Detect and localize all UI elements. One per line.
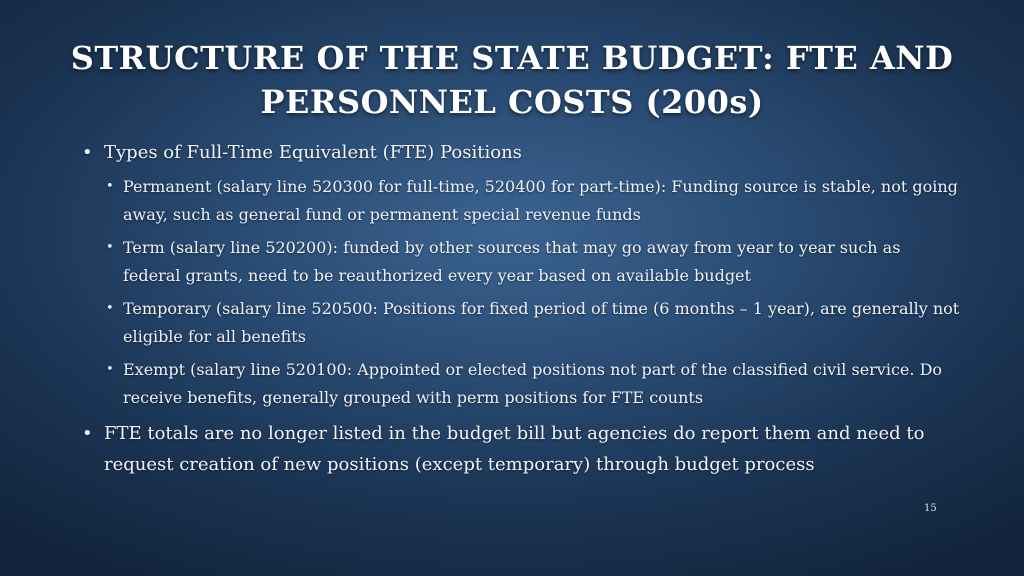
bullet-dot-icon: • bbox=[106, 362, 114, 377]
bullet-dot-icon: • bbox=[106, 240, 114, 255]
bullet-text: FTE totals are no longer listed in the budget bill but agencies do report them and need to request creation of new positions (except temporary) through budget process bbox=[104, 423, 925, 475]
bullet-text: Types of Full-Time Equivalent (FTE) Positions bbox=[104, 142, 522, 163]
sub-bullet-temporary bbox=[104, 295, 962, 351]
bullet-dot-icon: • bbox=[82, 423, 93, 444]
slide-body bbox=[82, 138, 962, 480]
bullet-fte-types bbox=[82, 138, 962, 167]
sub-bullet-text: Exempt (salary line 520100: Appointed or elected positions not part of the classified civil service. Do receive benefits, generally grouped with perm positions for FTE counts bbox=[123, 360, 943, 407]
bullet-fte-totals bbox=[82, 418, 962, 480]
slide-title: STRUCTURE OF THE STATE BUDGET: FTE AND PERSONNEL COSTS (200s) bbox=[70, 39, 954, 121]
sub-bullet-permanent bbox=[104, 173, 962, 229]
sub-bullet-text: Temporary (salary line 520500: Positions for fixed period of time (6 months – 1 year), are generally not eligible for all benefits bbox=[123, 299, 960, 346]
sub-bullet-exempt bbox=[104, 356, 962, 412]
bullet-dot-icon: • bbox=[106, 179, 114, 194]
sub-bullet-term bbox=[104, 234, 962, 290]
sub-bullet-text: Permanent (salary line 520300 for full-time, 520400 for part-time): Funding source is stable, not going away, such as general fund or permanent special revenue funds bbox=[123, 177, 958, 224]
bullet-dot-icon: • bbox=[106, 301, 114, 316]
bullet-dot-icon: • bbox=[82, 142, 93, 163]
fte-types-sublist bbox=[104, 173, 962, 412]
sub-bullet-text: Term (salary line 520200): funded by other sources that may go away from year to year such as federal grants, need to be reauthorized every year based on available budget bbox=[123, 238, 901, 285]
page-number: 15 bbox=[924, 503, 937, 514]
